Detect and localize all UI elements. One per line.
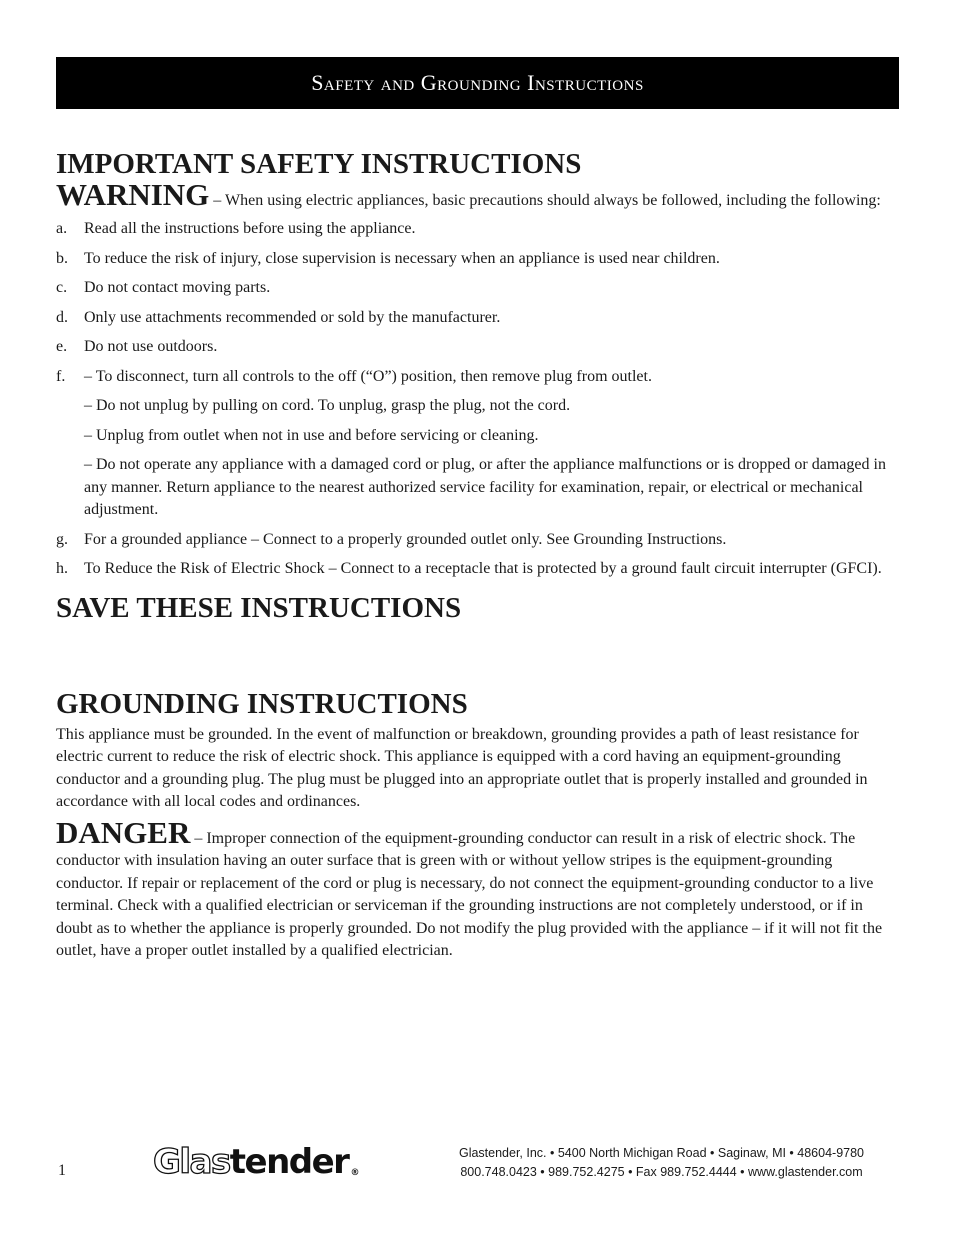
danger-word: DANGER <box>56 814 191 850</box>
section-header-bar <box>56 57 899 109</box>
item-letter: e. <box>56 338 68 355</box>
logo-outline-text: Glas <box>153 1142 230 1182</box>
registered-mark: ® <box>350 1168 360 1178</box>
item-letter: a. <box>56 220 68 237</box>
item-letter: g. <box>56 530 68 548</box>
item-letter: b. <box>56 249 68 267</box>
safety-heading: IMPORTANT SAFETY INSTRUCTIONS <box>56 148 582 180</box>
item-text: Do not contact moving parts. <box>84 279 271 296</box>
list-subitem: – Do not operate any appliance with a damaged cord or plug, or after the appliance malfunctions or is dropped or damaged in any manner. Return appliance to the nearest authorized service facility for examination, repair, or electrical or mechanical adjustment. <box>84 456 886 518</box>
list-item <box>56 558 892 581</box>
section-title: Safety and Grounding Instructions <box>311 70 644 95</box>
list-subitem: – Unplug from outlet when not in use and before servicing or cleaning. <box>84 426 539 444</box>
page-footer <box>56 1136 899 1188</box>
page-number: 1 <box>58 1162 66 1179</box>
safety-list-continued <box>56 529 892 581</box>
glastender-logo <box>153 1142 359 1182</box>
logo-solid-text: tender <box>229 1142 349 1182</box>
save-heading: SAVE THESE INSTRUCTIONS <box>56 591 462 624</box>
contact-block <box>424 1144 899 1182</box>
phone-line: 800.748.0423 • 989.752.4275 • Fax 989.752.4444 • www.glastender.com <box>460 1165 863 1179</box>
item-text: Do not use outdoors. <box>84 338 218 355</box>
list-item <box>56 307 892 330</box>
list-item <box>56 248 892 271</box>
list-item <box>56 336 892 359</box>
item-letter: c. <box>56 279 68 296</box>
item-text: Read all the instructions before using the appliance. <box>84 220 416 237</box>
warning-text: – When using electric appliances, basic precautions should always be followed, including the following: <box>209 192 881 209</box>
list-item <box>56 277 892 300</box>
item-letter: f. <box>56 367 66 385</box>
item-text: To Reduce the Risk of Electric Shock – Connect to a receptacle that is protected by a ground fault circuit interrupter (GFCI). <box>84 560 882 577</box>
item-letter: d. <box>56 308 68 326</box>
danger-paragraph <box>56 814 892 963</box>
list-item <box>56 218 892 241</box>
list-item <box>56 529 892 552</box>
warning-word: WARNING <box>56 177 210 212</box>
grounding-paragraph: This appliance must be grounded. In the event of malfunction or breakdown, grounding provides a path of least resistance for electric current to reduce the risk of electric shock. This appliance is equipped with a cord having an equipment-grounding conductor and a grounding plug. The plug must be plugged into an appropriate outlet that is properly installed and grounded in accordance with all local codes and ordinances. <box>56 725 868 810</box>
danger-text: – Improper connection of the equipment-grounding conductor can result in a risk of electric shock. The conductor with insulation having an outer surface that is green with or without yellow stripes is the equipment-grounding conductor. If repair or replacement of the cord or plug is necessary, do not connect the equipment-grounding conductor to a live terminal. Check with a qualified electrician or serviceman if the grounding instructions are not completely understood, or if in doubt as to whether the appliance is properly grounded. Do not modify the plug provided with the appliance – if it will not fit the outlet, have a proper outlet installed by a qualified electrician. <box>56 829 883 959</box>
safety-list <box>56 218 892 388</box>
main-content <box>56 144 892 963</box>
item-text: To reduce the risk of injury, close supervision is necessary when an appliance is used near children. <box>84 249 720 267</box>
item-text: For a grounded appliance – Connect to a properly grounded outlet only. See Grounding Instructions. <box>84 530 727 548</box>
address-line: Glastender, Inc. • 5400 North Michigan Road • Saginaw, MI • 48604-9780 <box>458 1146 865 1160</box>
grounding-heading: GROUNDING INSTRUCTIONS <box>56 687 468 720</box>
warning-paragraph <box>56 177 892 212</box>
list-item <box>56 366 892 389</box>
item-text: Only use attachments recommended or sold by the manufacturer. <box>84 308 501 326</box>
list-subitem: – Do not unplug by pulling on cord. To unplug, grasp the plug, not the cord. <box>84 397 571 414</box>
item-text: – To disconnect, turn all controls to the off (“O”) position, then remove plug from outlet. <box>84 367 652 385</box>
item-letter: h. <box>56 560 68 577</box>
